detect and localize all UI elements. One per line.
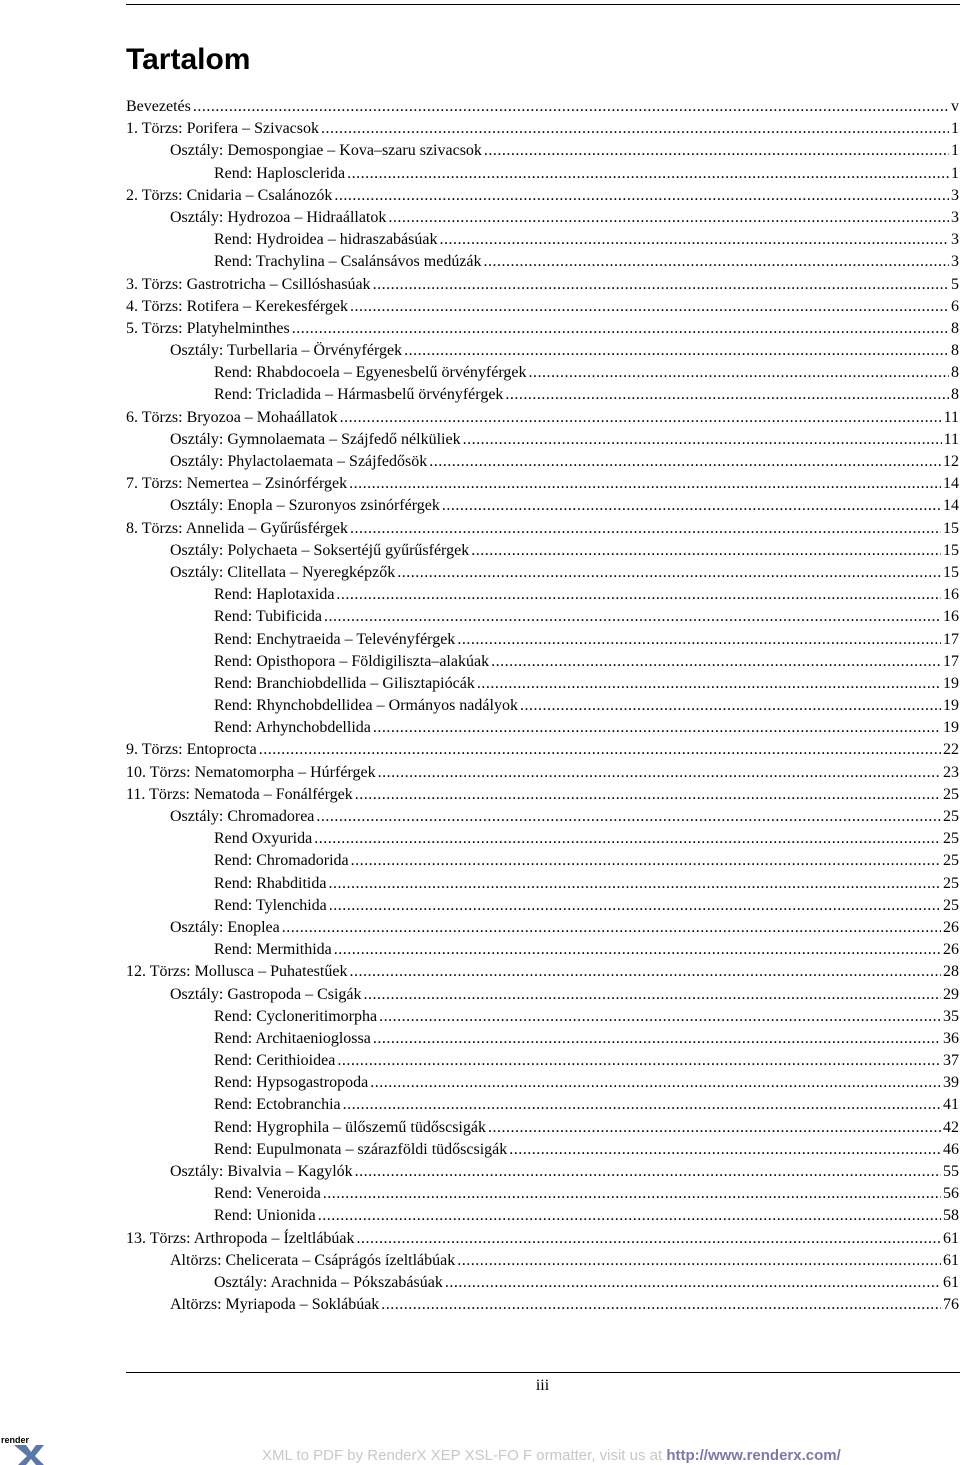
dot-leader [334,185,949,207]
toc-entry-page: 46 [943,1140,959,1158]
table-of-contents [126,96,959,1316]
toc-entry-page: 42 [943,1118,959,1136]
toc-entry[interactable] [126,873,959,895]
toc-entry-label: Rend: Opisthopora – Földigiliszta–alakúak [214,652,490,670]
dot-leader [347,163,949,185]
toc-entry-page: 19 [943,674,959,692]
dot-leader [373,717,941,739]
toc-entry-label: Rend: Haplosclerida [214,164,346,182]
dot-leader [471,540,941,562]
toc-entry[interactable] [126,1294,959,1316]
toc-entry-label: 10. Törzs: Nematomorpha – Húrférgek [126,763,376,781]
toc-entry-label: 2. Törzs: Cnidaria – Csalánozók [126,186,333,204]
toc-entry-page: 15 [943,519,959,537]
toc-entry-page: v [951,98,959,115]
footer [262,1447,841,1464]
dot-leader [442,495,941,517]
toc-entry-page: 16 [943,608,959,626]
toc-entry[interactable] [126,1250,959,1272]
toc-entry[interactable] [126,739,959,761]
toc-entry-page: 61 [943,1251,959,1269]
toc-entry-page: 58 [943,1207,959,1225]
dot-leader [457,629,941,651]
toc-entry-label: Rend: Trachylina – Csalánsávos medúzák [214,253,482,271]
toc-entry-label: 6. Törzs: Bryozoa – Mohaállatok [126,408,338,426]
dot-leader [336,584,941,606]
dot-leader [350,296,949,318]
dot-leader [520,695,941,717]
toc-entry-label: Rend: Tricladida – Hármasbelű örvényférgek [214,386,504,404]
toc-entry-page: 61 [943,1229,959,1247]
toc-entry[interactable] [126,1183,959,1205]
toc-entry-page: 3 [951,253,959,271]
dot-leader [349,961,941,983]
toc-entry[interactable] [126,695,959,717]
dot-leader [457,1250,941,1272]
dot-leader [477,673,941,695]
toc-entry-page: 1 [951,120,959,138]
toc-entry-page: 25 [943,896,959,914]
toc-entry[interactable] [126,784,959,806]
dot-leader [324,606,941,628]
dot-leader [484,251,949,273]
toc-entry-label: Rend: Rhabditida [214,874,327,892]
toc-entry-page: 16 [943,586,959,604]
toc-entry[interactable] [126,917,959,939]
dot-leader [343,1094,941,1116]
toc-entry[interactable] [126,207,959,229]
toc-entry-page: 15 [943,541,959,559]
toc-entry[interactable] [126,540,959,562]
toc-entry-page: 6 [951,297,959,315]
dot-leader [328,873,941,895]
dot-leader [388,207,949,229]
renderx-logo-icon [0,1433,44,1465]
dot-leader [488,1117,941,1139]
toc-entry[interactable] [126,1094,959,1116]
toc-entry-label: 3. Törzs: Gastrotricha – Csillóshasúak [126,275,371,293]
toc-entry-label: Rend: Rhabdocoela – Egyenesbelű örvényférgek [214,364,527,382]
toc-entry-page: 19 [943,719,959,737]
toc-entry-page: 41 [943,1096,959,1114]
toc-entry-label: Osztály: Chromadorea [170,808,315,825]
toc-entry-page: 76 [943,1296,959,1314]
toc-entry-page: 3 [951,231,959,249]
toc-entry-page: 36 [943,1029,959,1047]
dot-leader [323,1183,941,1205]
dot-leader [350,518,941,540]
toc-entry[interactable] [126,318,959,340]
page-number: iii [535,1377,550,1394]
toc-entry[interactable] [126,1006,959,1028]
toc-entry-page: 26 [943,918,959,936]
dot-leader [340,407,942,429]
toc-entry[interactable] [126,429,959,451]
toc-entry-page: 61 [943,1273,959,1291]
dot-leader [373,1028,941,1050]
dot-leader [381,1294,941,1316]
dot-leader [364,984,941,1006]
dot-leader [404,340,949,362]
toc-entry-page: 37 [943,1052,959,1070]
toc-entry-label: Osztály: Polychaeta – Soksertéjű gyűrűsférgek [170,541,470,559]
toc-entry-page: 15 [943,563,959,581]
dot-leader [349,473,941,495]
toc-entry-page: 56 [943,1185,959,1203]
toc-entry-label: Osztály: Gymnolaemata – Szájfedő nélküliek [170,430,461,448]
dot-leader [193,96,949,118]
toc-entry-label: Osztály: Gastropoda – Csigák [170,985,362,1003]
dot-leader [397,562,941,584]
dot-leader [316,806,941,828]
toc-entry-label: 5. Törzs: Platyhelminthes [126,319,290,337]
dot-leader [282,917,941,939]
toc-entry[interactable] [126,673,959,695]
toc-entry[interactable] [126,651,959,673]
toc-entry[interactable] [126,407,959,429]
toc-entry-label: Rend: Architaenioglossa [214,1029,371,1047]
toc-entry-label: Rend: Haplotaxida [214,586,335,604]
toc-entry[interactable] [126,518,959,540]
toc-entry-page: 11 [943,430,959,448]
toc-entry-label: Osztály: Phylactolaemata – Szájfedősök [170,453,428,470]
toc-entry-page: 14 [943,497,959,515]
toc-entry-page: 39 [943,1074,959,1092]
toc-entry[interactable] [126,163,959,185]
footer-text: XML to PDF by RenderX XEP XSL-FO F ormatter, visit us at [262,1447,667,1464]
toc-entry-label: 4. Törzs: Rotifera – Kerekesférgek [126,297,348,315]
toc-entry-label: Rend: Hydroidea – hidraszabásúak [214,231,438,249]
dot-leader [259,739,941,761]
toc-entry-label: Rend: Cerithioidea [214,1052,336,1070]
toc-entry-label: Rend: Tubificida [214,608,323,626]
toc-entry[interactable] [126,296,959,318]
page-title: Tartalom [126,43,251,76]
toc-entry-page: 12 [943,453,959,470]
toc-entry-page: 17 [943,652,959,670]
toc-entry-label: Osztály: Demospongiae – Kova–szaru szivacsok [170,142,482,160]
toc-entry-label: Osztály: Bivalvia – Kagylók [170,1163,353,1180]
toc-entry-label: 8. Törzs: Annelida – Gyűrűsférgek [126,519,349,537]
toc-entry-label: Osztály: Enoplea [170,918,280,936]
dot-leader [439,229,949,251]
toc-entry-page: 25 [943,785,959,803]
toc-entry-label: Rend: Chromadorida [214,852,349,870]
toc-entry-label: Altörzs: Myriapoda – Soklábúak [170,1296,380,1314]
toc-entry-label: Bevezetés [126,98,191,115]
dot-leader [351,850,941,872]
toc-entry[interactable] [126,1139,959,1161]
toc-entry[interactable] [126,806,959,828]
toc-entry-label: Osztály: Clitellata – Nyeregképzők [170,563,396,581]
toc-entry[interactable] [126,895,959,917]
toc-entry-label: Rend: Mermithida [214,941,332,959]
toc-entry[interactable] [126,1161,959,1183]
toc-entry[interactable] [126,762,959,784]
toc-entry[interactable] [126,961,959,983]
toc-entry-label: Rend: Eupulmonata – szárazföldi tüdőscsigák [214,1140,508,1158]
toc-entry-label: 12. Törzs: Mollusca – Puhatestűek [126,963,348,981]
footer-link[interactable]: http://www.renderx.com/ [666,1447,841,1464]
dot-leader [355,784,941,806]
top-rule [126,4,960,5]
toc-entry[interactable] [126,584,959,606]
dot-leader [378,762,941,784]
toc-entry-label: Rend: Veneroida [214,1185,321,1203]
toc-entry-label: 9. Törzs: Entoprocta [126,741,257,759]
toc-entry-page: 1 [951,164,959,182]
toc-entry-page: 19 [943,697,959,715]
toc-entry-page: 3 [951,208,959,226]
dot-leader [505,384,949,406]
dot-leader [379,1006,941,1028]
toc-entry-label: Rend: Hypsogastropoda [214,1074,369,1092]
toc-entry[interactable] [126,606,959,628]
dot-leader [373,274,949,296]
toc-entry[interactable] [126,1228,959,1250]
toc-entry[interactable] [126,1117,959,1139]
toc-entry-page: 25 [943,830,959,848]
toc-entry-page: 8 [951,319,959,337]
dot-leader [484,140,949,162]
toc-entry[interactable] [126,118,959,140]
dot-leader [355,1161,941,1183]
toc-entry[interactable] [126,1072,959,1094]
toc-entry-page: 55 [943,1163,959,1180]
dot-leader [370,1072,941,1094]
toc-entry-label: Rend Oxyurida [214,830,313,848]
toc-entry-label: Rend: Tylenchida [214,896,327,914]
toc-entry-page: 8 [951,364,959,382]
toc-entry-label: Osztály: Enopla – Szuronyos zsinórférgek [170,497,440,515]
toc-entry[interactable] [126,1272,959,1294]
toc-entry[interactable] [126,562,959,584]
toc-entry-page: 35 [943,1007,959,1025]
toc-entry[interactable] [126,362,959,384]
toc-entry-page: 25 [943,874,959,892]
toc-entry-page: 23 [943,763,959,781]
toc-entry[interactable] [126,473,959,495]
dot-leader [491,651,941,673]
toc-entry[interactable] [126,274,959,296]
toc-entry-label: Osztály: Hydrozoa – Hidraállatok [170,208,387,226]
dot-leader [314,828,941,850]
toc-entry-label: Altörzs: Chelicerata – Csáprágós ízeltlábúak [170,1251,456,1269]
toc-entry[interactable] [126,340,959,362]
toc-entry-label: Osztály: Turbellaria – Örvényférgek [170,342,403,360]
dot-leader [318,1205,941,1227]
dot-leader [337,1050,941,1072]
toc-entry-page: 8 [951,342,959,360]
logo-text: render [1,1435,30,1445]
toc-entry[interactable] [126,1205,959,1227]
toc-entry[interactable] [126,451,959,473]
toc-entry[interactable] [126,629,959,651]
toc-entry-page: 5 [951,275,959,293]
toc-entry-page: 28 [943,963,959,981]
toc-entry-page: 3 [951,186,959,204]
toc-entry-label: Rend: Hygrophila – ülőszemű tüdőscsigák [214,1118,486,1136]
toc-entry[interactable] [126,939,959,961]
toc-entry-label: Rend: Cycloneritimorpha [214,1007,378,1025]
toc-entry-label: Rend: Ectobranchia [214,1096,341,1114]
toc-entry[interactable] [126,96,959,118]
toc-entry-label: 11. Törzs: Nematoda – Fonálférgek [126,785,353,803]
toc-entry-page: 29 [943,985,959,1003]
toc-entry-page: 14 [943,475,959,493]
toc-entry[interactable] [126,828,959,850]
toc-entry[interactable] [126,850,959,872]
toc-entry-label: 1. Törzs: Porifera – Szivacsok [126,120,319,138]
toc-entry-label: Rend: Branchiobdellida – Gilisztapiócák [214,674,475,692]
toc-entry-label: 13. Törzs: Arthropoda – Ízeltlábúak [126,1229,355,1247]
toc-entry[interactable] [126,1050,959,1072]
toc-entry-page: 8 [951,386,959,404]
toc-entry[interactable] [126,251,959,273]
dot-leader [329,895,941,917]
toc-entry-page: 25 [943,808,959,825]
toc-entry-label: Rend: Enchytraeida – Televényférgek [214,630,456,648]
toc-entry[interactable] [126,984,959,1006]
toc-entry-page: 11 [943,408,959,426]
toc-entry[interactable] [126,495,959,517]
toc-entry-label: Osztály: Arachnida – Pókszabásúak [214,1273,443,1291]
toc-entry-page: 26 [943,941,959,959]
dot-leader [463,429,942,451]
toc-entry-page: 22 [943,741,959,759]
toc-entry[interactable] [126,229,959,251]
toc-entry-label: 7. Törzs: Nemertea – Zsinórférgek [126,475,348,493]
toc-entry-label: Rend: Arhynchobdellida [214,719,371,737]
toc-entry[interactable] [126,717,959,739]
toc-entry[interactable] [126,384,959,406]
dot-leader [321,118,949,140]
toc-entry[interactable] [126,1028,959,1050]
dot-leader [509,1139,941,1161]
bottom-rule [126,1372,960,1373]
toc-entry-page: 17 [943,630,959,648]
dot-leader [334,939,941,961]
dot-leader [357,1228,941,1250]
toc-entry-page: 25 [943,852,959,870]
dot-leader [445,1272,941,1294]
toc-entry-page: 1 [951,142,959,160]
toc-entry[interactable] [126,185,959,207]
dot-leader [529,362,950,384]
toc-entry-label: Rend: Unionida [214,1207,316,1225]
toc-entry-label: Rend: Rhynchobdellidea – Ormányos nadályok [214,697,518,715]
dot-leader [292,318,949,340]
toc-entry[interactable] [126,140,959,162]
dot-leader [429,451,941,473]
